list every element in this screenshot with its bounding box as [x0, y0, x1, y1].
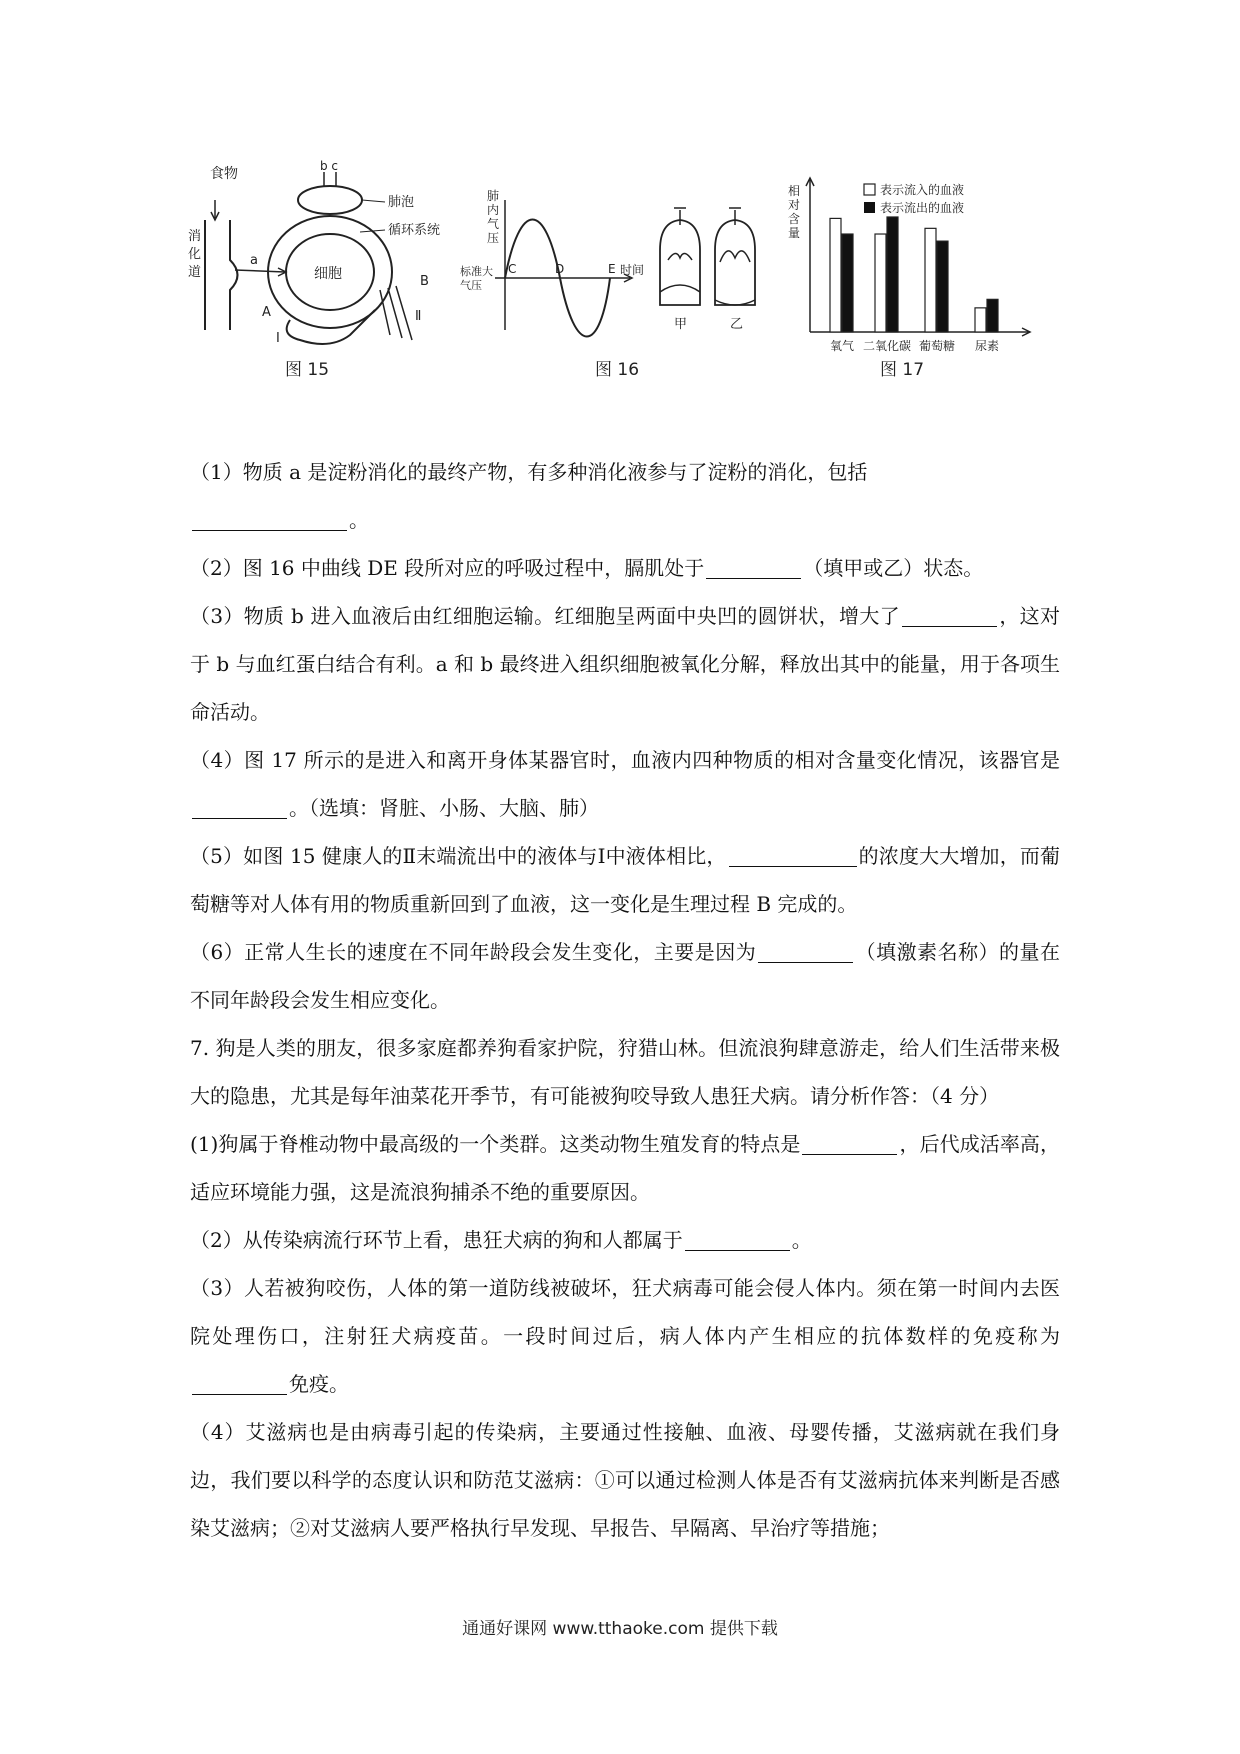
- q3-text: （3）物质 b 进入血液后由红细胞运输。红细胞呈两面中央凹的圆饼状，增大了: [190, 604, 901, 628]
- q6-answer-blank[interactable]: [758, 940, 853, 963]
- fig17-ylabel: 相对含量: [788, 184, 801, 240]
- figure-strip: [190, 160, 1150, 430]
- bar-inflow-2: [925, 228, 936, 332]
- q7-1-end: ，后代成活率高，适应环境能力强，这是流浪狗捕杀不绝的重要原因。: [190, 1132, 1060, 1204]
- fig15-cell-label: 细胞: [314, 266, 342, 282]
- figure-15: [188, 159, 440, 380]
- question-text: [190, 448, 1060, 1552]
- question-7-2: [190, 1216, 1060, 1264]
- q5-answer-blank[interactable]: [729, 844, 857, 867]
- q5-text: （5）如图 15 健康人的Ⅱ末端流出中的液体与Ⅰ中液体相比，: [190, 844, 727, 868]
- page-footer: 通通好课网 www.tthaoke.com 提供下载: [462, 1619, 778, 1639]
- q2-answer-blank[interactable]: [706, 556, 801, 579]
- figure-17: [788, 178, 1030, 380]
- q7-1-text: (1)狗属于脊椎动物中最高级的一个类群。这类动物生殖发育的特点是: [190, 1132, 801, 1156]
- fig15-I-label: Ⅰ: [276, 331, 280, 346]
- q1-text: （1）物质 a 是淀粉消化的最终产物，有多种消化液参与了淀粉的消化，包括: [190, 460, 868, 484]
- q3-end: ，这对于 b 与血红蛋白结合有利。a 和 b 最终进入组织细胞被氧化分解，释放出其中的能量，用于各项生命活动。: [190, 604, 1060, 724]
- question-7-4: （4）艾滋病也是由病毒引起的传染病，主要通过性接触、血液、母婴传播，艾滋病就在我们身边，我们要以科学的态度认识和防范艾滋病：①可以通过检测人体是否有艾滋病抗体来判断是否感染艾滋病；②对艾滋病人要严格执行早发现、早报告、早隔离、早治疗等措施；: [190, 1420, 1060, 1540]
- q2-end: （填甲或乙）状态。: [803, 556, 984, 580]
- x-tick-label-0: 氧气: [829, 339, 855, 353]
- question-7-intro: 7. 狗是人类的朋友，很多家庭都养狗看家护院，狩猎山林。但流浪狗肆意游走，给人们生活带来极大的隐患，尤其是每年油菜花开季节，有可能被狗咬导致人患狂犬病。请分析作答：（4 分）: [190, 1036, 1060, 1108]
- fig16-lung-pressure-label: 肺内气压: [487, 189, 500, 245]
- fig15-alveoli-label: 肺泡: [388, 195, 415, 210]
- question-5: [190, 832, 1060, 928]
- q5-end: 的浓度大大增加，而葡萄糖等对人体有用的物质重新回到了血液，这一变化是生理过程 B 完成的。: [190, 844, 1060, 916]
- bar-inflow-1: [875, 234, 886, 332]
- q7-2-answer-blank[interactable]: [685, 1228, 790, 1251]
- legend-label-inflow: 表示流入的血液: [880, 183, 965, 197]
- bar-outflow-0: [842, 234, 853, 332]
- fig15-II-label: Ⅱ: [415, 309, 422, 324]
- legend-swatch-inflow: [864, 184, 875, 195]
- fig15-food-label: 食物: [210, 166, 238, 182]
- legend-label-outflow: 表示流出的血液: [880, 201, 965, 215]
- q1-end: 。: [349, 508, 369, 532]
- bar-inflow-0: [830, 218, 841, 332]
- fig16-D-label: D: [555, 262, 565, 276]
- fig16-yi-label: 乙: [730, 317, 744, 332]
- q7-1-answer-blank[interactable]: [802, 1132, 897, 1155]
- fig16-E-label: E: [608, 262, 616, 276]
- q3-answer-blank[interactable]: [902, 604, 997, 627]
- bar-outflow-2: [937, 241, 948, 332]
- fig16-C-label: C: [508, 262, 517, 276]
- question-7-3: [190, 1264, 1060, 1408]
- question-6: [190, 928, 1060, 1024]
- q7-2-text: （2）从传染病流行环节上看，患狂犬病的狗和人都属于: [190, 1228, 683, 1252]
- fig15-B-label: B: [420, 274, 429, 289]
- figure-16: [460, 188, 755, 380]
- fig16-time-label: 时间: [620, 263, 645, 277]
- fig15-circulation-label: 循环系统: [388, 223, 441, 238]
- q4-text: （4）图 17 所示的是进入和离开身体某器官时，血液内四种物质的相对含量变化情况，该器官是: [190, 748, 1060, 772]
- fig15-A-label: A: [262, 305, 271, 320]
- x-tick-label-2: 葡萄糖: [918, 339, 956, 353]
- x-tick-label-3: 尿素: [974, 339, 1000, 353]
- question-3: [190, 592, 1060, 736]
- q1-answer-blank[interactable]: [192, 508, 347, 531]
- q7-3-text: （3）人若被狗咬伤，人体的第一道防线被破坏，狂犬病毒可能会侵人体内。须在第一时间内去医院处理伤口，注射狂犬病疫苗。一段时间过后，病人体内产生相应的抗体数样的免疫称为: [190, 1276, 1060, 1348]
- q2-text: （2）图 16 中曲线 DE 段所对应的呼吸过程中，膈肌处于: [190, 556, 705, 580]
- fig16-caption: 图 16: [595, 360, 640, 380]
- q7-3-answer-blank[interactable]: [192, 1372, 287, 1395]
- fig16-std-pressure-label: 标准大气压: [460, 265, 493, 292]
- fig15-bc-label: b c: [320, 159, 339, 173]
- bar-outflow-3: [987, 299, 998, 332]
- fig16-jia-label: 甲: [674, 317, 688, 332]
- q7-2-end: 。: [791, 1228, 812, 1252]
- q6-end: （填激素名称）的量在不同年龄段会发生相应变化。: [190, 940, 1060, 1012]
- question-7-1: [190, 1120, 1060, 1216]
- fig15-caption: 图 15: [285, 360, 330, 380]
- fig15-tract-label: 消化道: [188, 229, 202, 280]
- figures-svg: [190, 160, 1150, 430]
- q7-3-end: 免疫。: [289, 1372, 349, 1396]
- bar-outflow-1: [887, 217, 898, 332]
- question-1: [190, 448, 1060, 544]
- x-tick-label-1: 二氧化碳: [862, 339, 912, 353]
- question-4: [190, 736, 1060, 832]
- q4-end: 。（选填：肾脏、小肠、大脑、肺）: [289, 796, 599, 820]
- bar-inflow-3: [975, 308, 986, 332]
- q6-text: （6）正常人生长的速度在不同年龄段会发生变化，主要是因为: [190, 940, 757, 964]
- legend-swatch-outflow: [864, 202, 875, 213]
- fig15-a-label: a: [250, 253, 258, 268]
- fig17-caption: 图 17: [880, 360, 925, 380]
- q4-answer-blank[interactable]: [192, 796, 287, 819]
- question-2: [190, 544, 1060, 592]
